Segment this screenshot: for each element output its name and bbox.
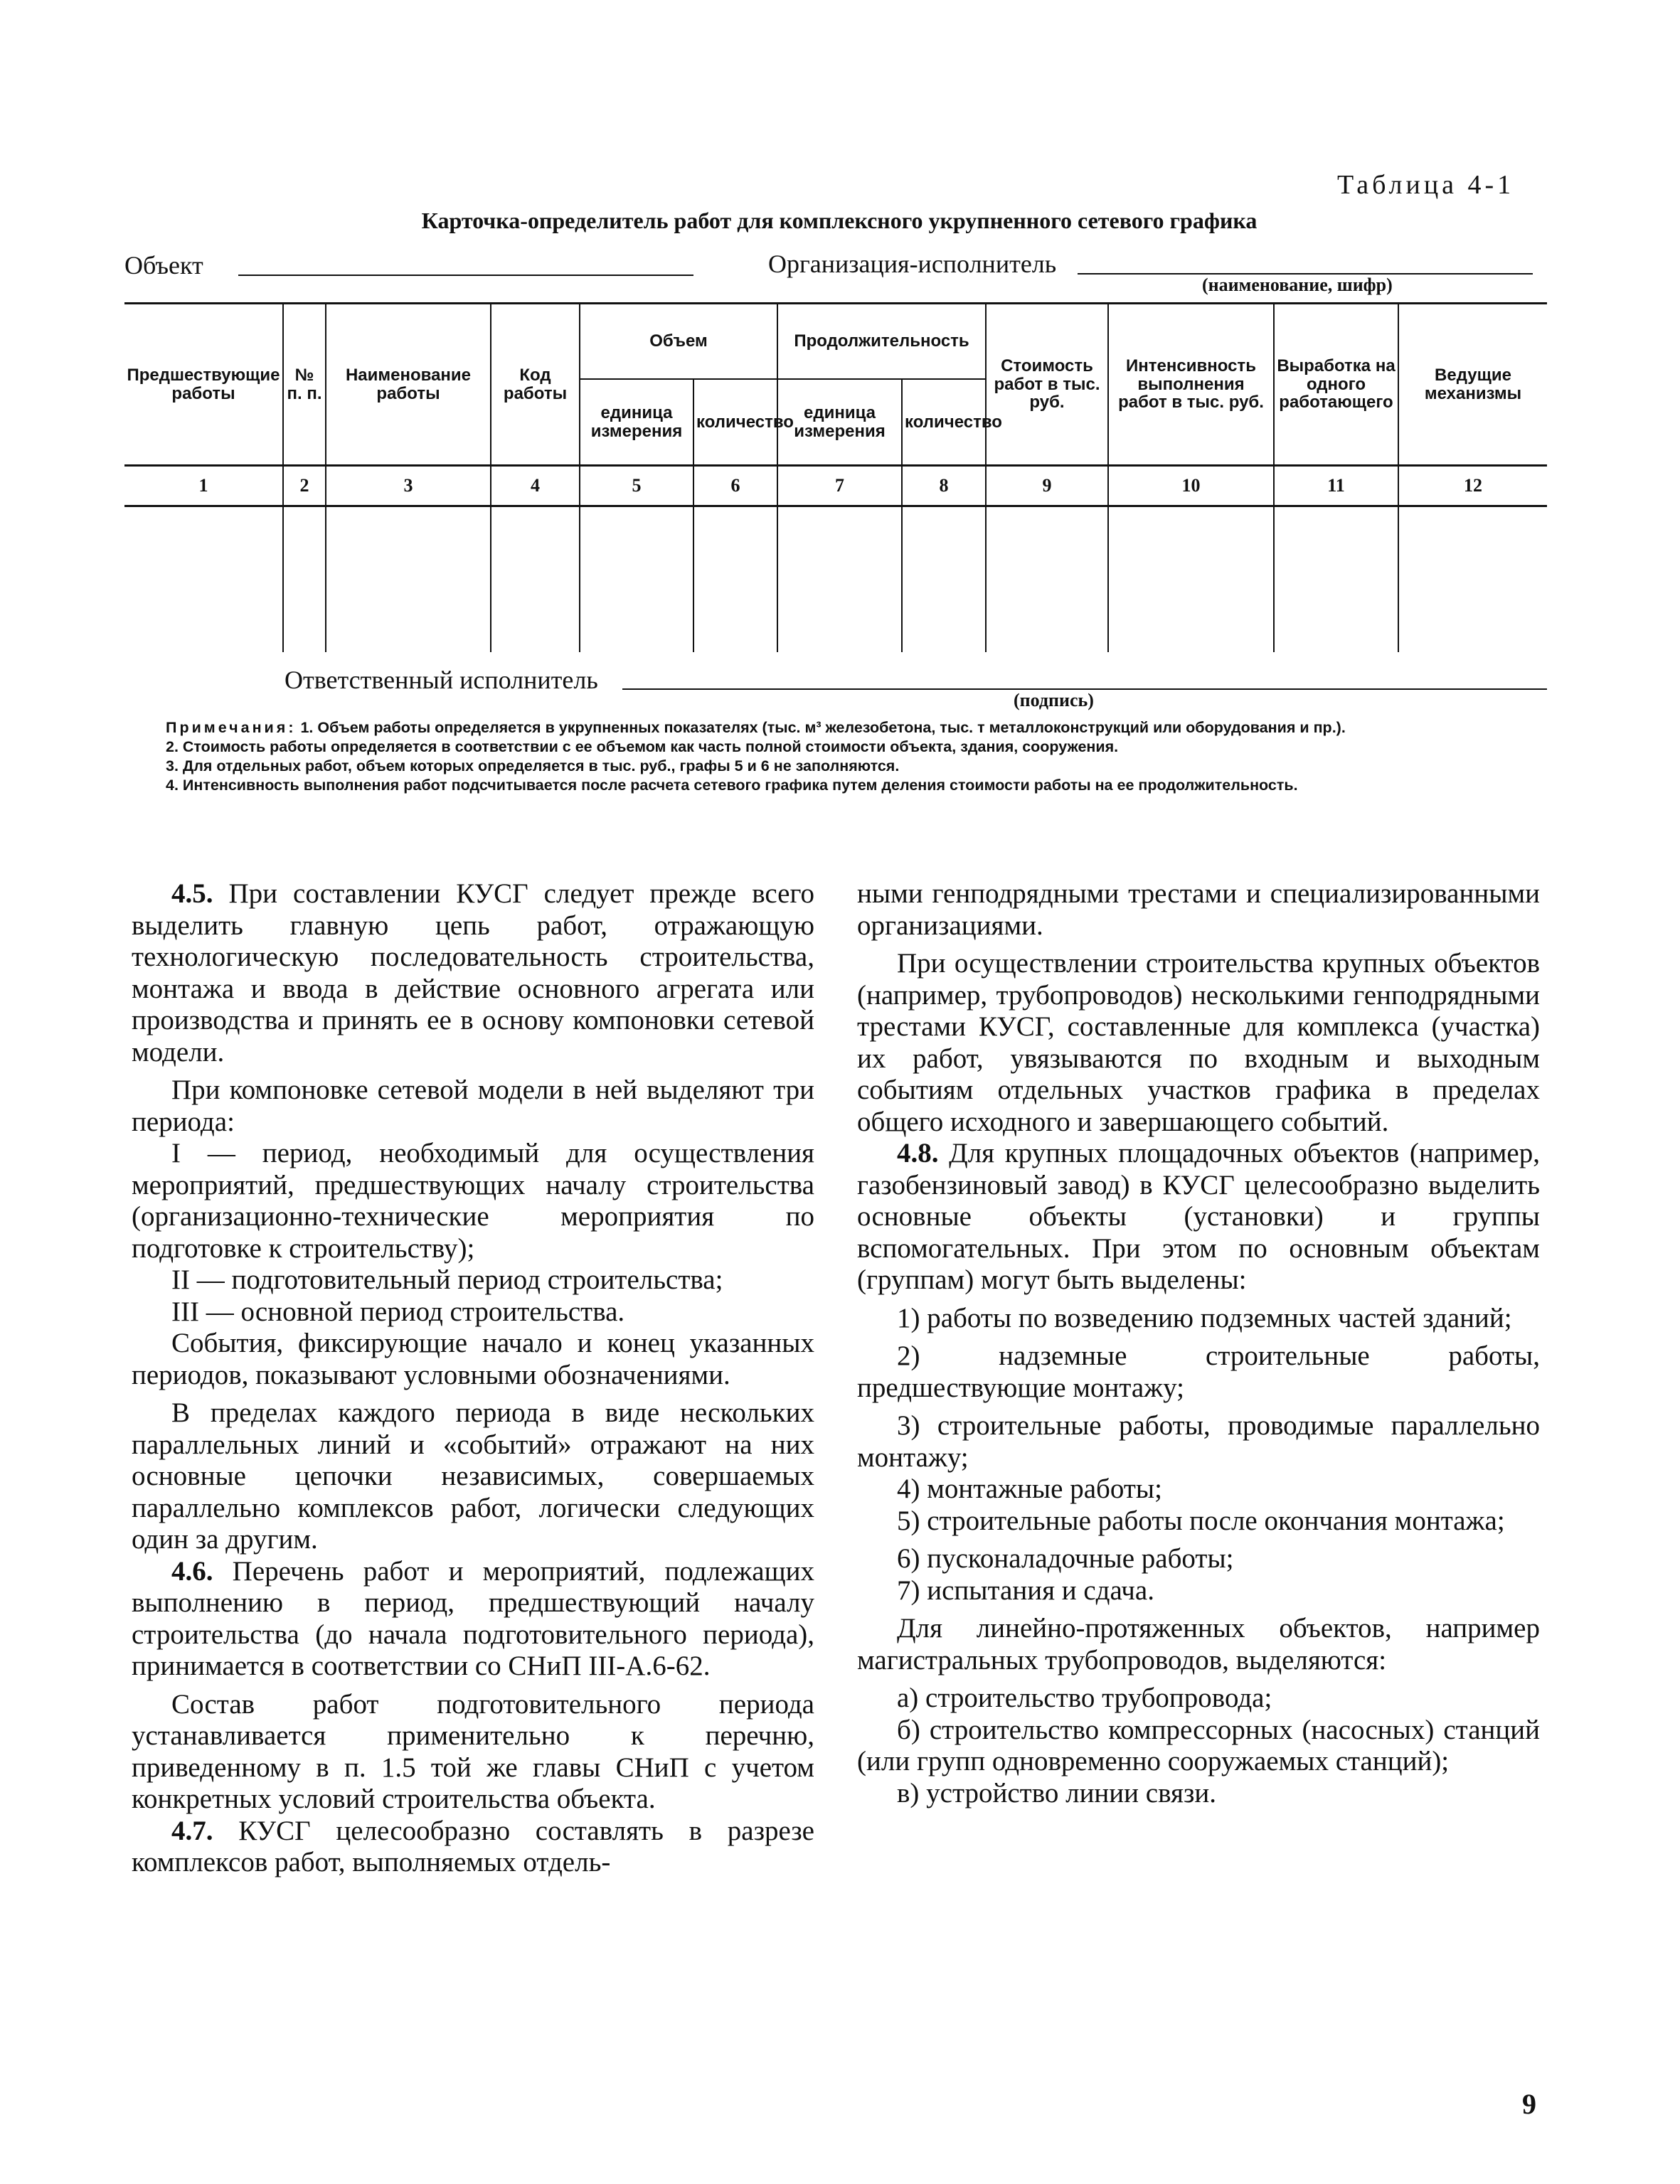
paragraph-periods: При компоновке сетевой модели в ней выделяют три периода: — [132, 1075, 814, 1137]
column-number: 4 — [491, 466, 580, 506]
note-4: 4. Интенсивность выполнения работ подсчитывается после расчета сетевого графика путем деления стоимости работы на ее продолжительность. — [166, 777, 1298, 794]
period-3: III — основной период строительства. — [171, 1296, 625, 1327]
left-column — [132, 878, 814, 1879]
column-number: 7 — [777, 466, 902, 506]
section-number: 4.8. — [897, 1138, 939, 1168]
blank-cell — [124, 506, 283, 653]
blank-cell — [326, 506, 491, 653]
blank-cell — [1398, 506, 1547, 653]
note-3: 3. Для отдельных работ, объем которых определяется в тыс. руб., графы 5 и 6 не заполняются. — [166, 757, 900, 774]
right-column — [857, 878, 1540, 1809]
header-cost: Стоимость работ в тыс. руб. — [986, 304, 1108, 466]
column-number: 5 — [580, 466, 693, 506]
paragraph-4-6: Перечень работ и мероприятий, подлежащих выполнению в период, предшествующий началу строительства (до начала подготовительного периода), принимается в соответствии со СНиП III-А.6-62. — [132, 1555, 814, 1681]
section-number: 4.7. — [171, 1815, 213, 1846]
paragraph-linear-objects: Для линейно-протяженных объектов, например магистральных трубопроводов, выделяются: — [857, 1613, 1540, 1676]
column-number: 6 — [693, 466, 777, 506]
header-no: № п. п. — [283, 304, 326, 466]
header-volume-qty: количество — [693, 379, 777, 466]
blank-cell — [580, 506, 693, 653]
list-item: б) строительство компрессорных (насосных) станций (или групп одновременно сооружаемых станций); — [857, 1714, 1540, 1777]
signature-label: Ответственный исполнитель — [285, 666, 598, 694]
notes-block — [124, 718, 1547, 795]
work-card-table — [124, 302, 1547, 652]
column-number: 3 — [326, 466, 491, 506]
signature-caption: (подпись) — [1014, 690, 1094, 710]
header-output: Выработка на одного работающего — [1274, 304, 1398, 466]
paragraph-4-5: При составлении КУСГ следует прежде всего выделить главную цепь работ, отражающую технологическую последовательность строительства, монтажа и ввода в действие основного агрегата или производства и принять ее в основу компоновки сетевой модели. — [132, 878, 815, 1067]
column-number: 1 — [124, 466, 283, 506]
note-2: 2. Стоимость работы определяется в соответствии с ее объемом как часть полной стоимости объекта, здания, сооружения. — [166, 738, 1119, 755]
period-2: II — подготовительный период строительства; — [171, 1264, 723, 1295]
blank-cell — [491, 506, 580, 653]
list-item: 7) испытания и сдача. — [897, 1575, 1154, 1606]
header-code: Код работы — [491, 304, 580, 466]
header-name: Наименование работы — [326, 304, 491, 466]
list-item: 5) строительные работы после окончания монтажа; — [897, 1505, 1505, 1536]
header-volume-unit: единица измерения — [580, 379, 693, 466]
header-predecessor: Предшествующие работы — [124, 304, 283, 466]
paragraph-4-8: Для крупных площадочных объектов (например, газобензиновый завод) в КУСГ целесообразно выделить основные объекты (установки) и группы вспомогательных. При этом по основным объектам (группам) могут быть выделены: — [857, 1138, 1540, 1295]
blank-cell — [986, 506, 1108, 653]
period-1: I — период, необходимый для осуществления мероприятий, предшествующих началу строительства (организационно-технические мероприятия по подготовке к строительству); — [132, 1138, 814, 1264]
paragraph-large-objects: При осуществлении строительства крупных объектов (например, трубопроводов) несколькими генподрядными трестами КУСГ, составленные для комплекса (участка) их работ, увязываются по входным и выходным событиям отдельных участков графика в пределах общего исходного и завершающего событий. — [857, 948, 1540, 1137]
blank-cell — [1108, 506, 1274, 653]
table-title: Карточка-определитель работ для комплексного укрупненного сетевого графика — [421, 208, 1258, 233]
notes-heading: Примечания: — [166, 719, 297, 736]
blank-cell — [902, 506, 986, 653]
paragraph-events: События, фиксирующие начало и конец указанных периодов, показывают условными обозначениями. — [132, 1328, 814, 1390]
blank-cell — [283, 506, 326, 653]
list-item: 4) монтажные работы; — [897, 1474, 1162, 1504]
column-number: 2 — [283, 466, 326, 506]
blank-cell — [777, 506, 902, 653]
column-number: 8 — [902, 466, 986, 506]
column-number: 12 — [1398, 466, 1547, 506]
header-mechanisms: Ведущие механизмы — [1398, 304, 1547, 466]
org-caption: (наименование, шифр) — [1202, 275, 1393, 295]
note-1: 1. Объем работы определяется в укрупненных показателях (тыс. м³ железобетона, тыс. т металлоконструкций или оборудования и пр.). — [300, 719, 1346, 736]
object-fill-line — [238, 275, 693, 276]
header-duration-unit: единица измерения — [777, 379, 902, 466]
column-number: 10 — [1108, 466, 1274, 506]
org-label: Организация-исполнитель — [768, 250, 1057, 278]
header-volume: Объем — [580, 304, 777, 380]
section-number: 4.5. — [171, 878, 213, 909]
object-label: Объект — [124, 251, 203, 279]
list-item: 1) работы по возведению подземных частей зданий; — [897, 1302, 1512, 1333]
column-number: 11 — [1274, 466, 1398, 506]
column-number: 9 — [986, 466, 1108, 506]
paragraph-parallel: В пределах каждого периода в виде нескольких параллельных линий и «событий» отражают на них основные цепочки независимых, совершаемых параллельно комплексов работ, логически следующих один за другим. — [132, 1397, 814, 1555]
header-intensity: Интенсивность выполнения работ в тыс. руб. — [1108, 304, 1274, 466]
table-label: Таблица 4-1 — [1337, 170, 1515, 200]
list-item: 3) строительные работы, проводимые параллельно монтажу; — [857, 1410, 1540, 1473]
list-item: 2) надземные строительные работы, предшествующие монтажу; — [857, 1341, 1540, 1403]
list-item: а) строительство трубопровода; — [897, 1683, 1272, 1713]
page-number: 9 — [1522, 2088, 1536, 2120]
list-item: 6) пусконаладочные работы; — [897, 1543, 1234, 1574]
blank-cell — [1274, 506, 1398, 653]
list-item: в) устройство линии связи. — [897, 1777, 1216, 1809]
paragraph-continued: ными генподрядными трестами и специализированными организациями. — [857, 878, 1540, 941]
header-duration-qty: количество — [902, 379, 986, 466]
paragraph-prep: Состав работ подготовительного периода устанавливается применительно к перечню, приведенному в п. 1.5 той же главы СНиП с учетом конкретных условий строительства объекта. — [132, 1688, 814, 1814]
paragraph-4-7: КУСГ целесообразно составлять в разрезе комплексов работ, выполняемых отдель- — [132, 1815, 814, 1877]
section-number: 4.6. — [171, 1555, 213, 1587]
blank-cell — [693, 506, 777, 653]
header-duration: Продолжительность — [777, 304, 986, 380]
